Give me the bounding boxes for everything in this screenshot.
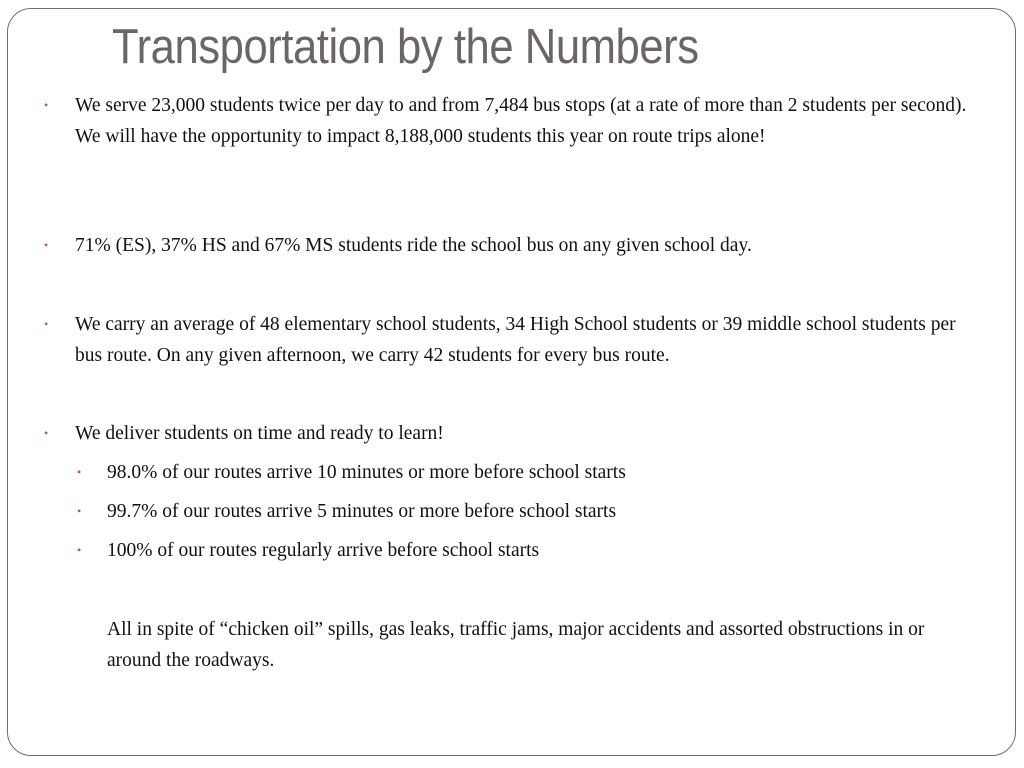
closing-note-text: All in spite of “chicken oil” spills, gas leaks, traffic jams, major accidents and assorted obstructions in or around the roadways. xyxy=(107,619,925,671)
bullet-text: We carry an average of 48 elementary school students, 34 High School students or 39 middle school students per bus route. On any given afternoon, we carry 42 students for every bus route. xyxy=(75,314,956,366)
bullet-text: We deliver students on time and ready to learn! xyxy=(75,423,444,444)
bullet-icon: • xyxy=(44,98,49,112)
sub-bullet-icon: • xyxy=(77,543,82,557)
bullet-icon: • xyxy=(44,238,49,252)
bullet-icon: • xyxy=(44,426,49,440)
sub-bullet-text: 99.7% of our routes arrive 5 minutes or more before school starts xyxy=(107,501,617,522)
bullet-text: 71% (ES), 37% HS and 67% MS students ride the school bus on any given school day. xyxy=(75,235,752,256)
sub-bullet-icon: • xyxy=(77,504,82,518)
sub-bullet-icon: • xyxy=(77,465,82,479)
slide-title: Transportation by the Numbers xyxy=(112,20,699,74)
sub-bullet-text: 98.0% of our routes arrive 10 minutes or more before school starts xyxy=(107,462,626,483)
sub-bullet-text: 100% of our routes regularly arrive before school starts xyxy=(107,540,540,561)
bullet-icon: • xyxy=(44,317,49,331)
bullet-text: We serve 23,000 students twice per day to and from 7,484 bus stops (at a rate of more than 2 students per second). We will have the opportunity to impact 8,188,000 students this year on route trips alone! xyxy=(75,95,967,147)
